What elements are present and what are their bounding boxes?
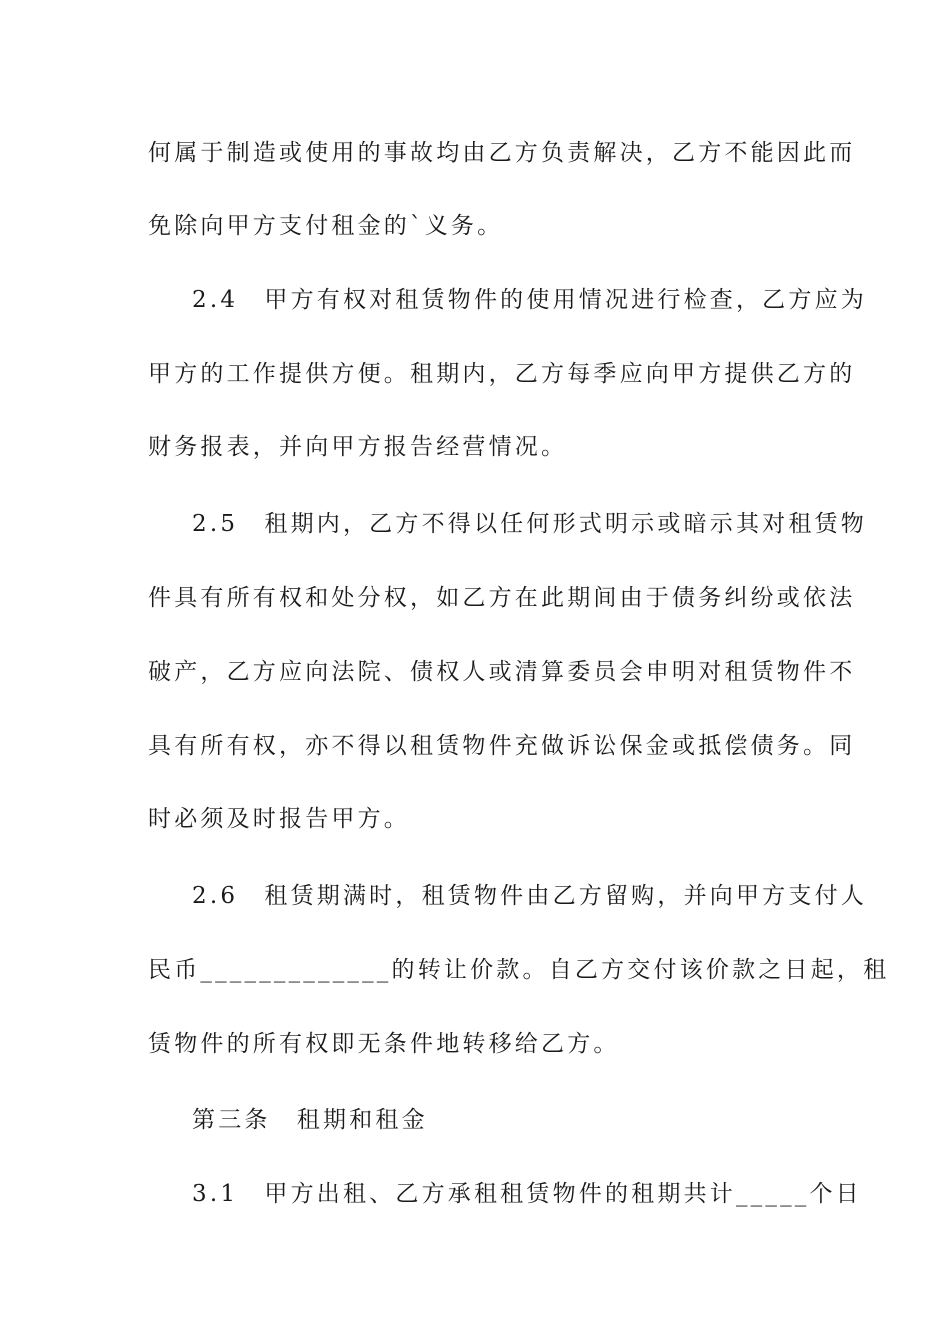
clause-2-4-heading: 2.4 甲方有权对租赁物件的使用情况进行检查，乙方应为 [192,287,867,313]
text-line: 赁物件的所有权即无条件地转移给乙方。 [148,1031,620,1057]
text-line: 具有所有权，亦不得以租赁物件充做诉讼保金或抵偿债务。同 [148,733,856,759]
text-line: 破产，乙方应向法院、债权人或清算委员会申明对租赁物件不 [148,659,856,685]
text-line: 民币_____________的转让价款。自乙方交付该价款之日起，租 [148,957,890,983]
text-line: 件具有所有权和处分权，如乙方在此期间由于债务纠纷或依法 [148,585,856,611]
text-line: 财务报表，并向甲方报告经营情况。 [148,434,568,460]
text-line: 时必须及时报告甲方。 [148,806,410,832]
clause-2-5-heading: 2.5 租期内，乙方不得以任何形式明示或暗示其对租赁物 [192,511,867,537]
clause-3-1-heading: 3.1 甲方出租、乙方承租租赁物件的租期共计_____个日 [192,1181,862,1207]
text-line: 何属于制造或使用的事故均由乙方负责解决，乙方不能因此而 [148,140,856,166]
text-line: 甲方的工作提供方便。租期内，乙方每季应向甲方提供乙方的 [148,361,856,387]
clause-2-6-heading: 2.6 租赁期满时，租赁物件由乙方留购，并向甲方支付人 [192,883,867,909]
text-line: 免除向甲方支付租金的`义务。 [148,213,504,239]
article-3-heading: 第三条 租期和租金 [192,1107,428,1133]
